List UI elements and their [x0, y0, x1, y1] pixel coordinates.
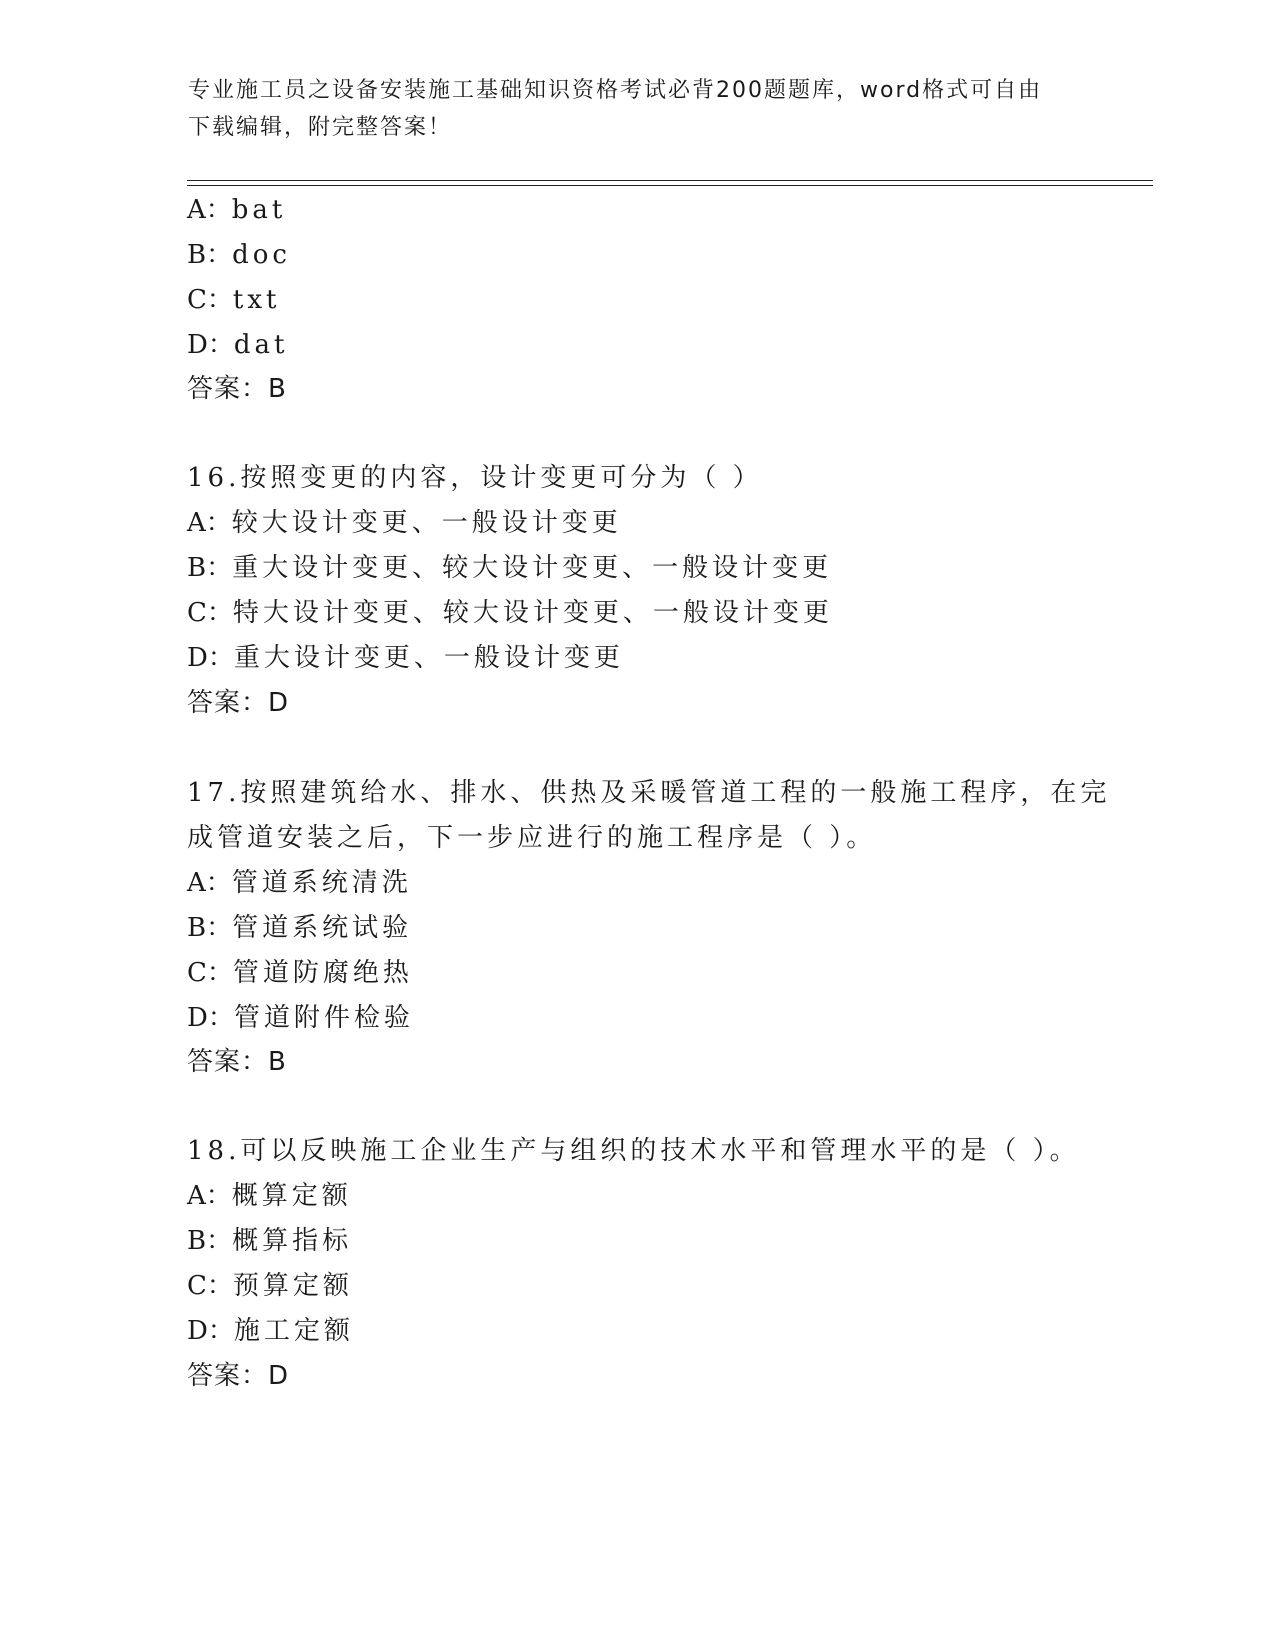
question-stem: 18.可以反映施工企业生产与组织的技术水平和管理水平的是（ ）。: [187, 1136, 1080, 1166]
option-b: B：管道系统试验: [187, 913, 413, 943]
option-c: C：txt: [187, 285, 281, 315]
header-line-2: 下载编辑，附完整答案！: [188, 115, 453, 140]
option-d: D：管道附件检验: [187, 1003, 414, 1033]
header-line-1: 专业施工员之设备安装施工基础知识资格考试必背200题题库，word格式可自由: [188, 78, 1043, 103]
option-d: D：重大设计变更、一般设计变更: [187, 643, 624, 673]
question-stem: 16.按照变更的内容，设计变更可分为（ ）: [187, 463, 763, 493]
header-divider-top: [187, 180, 1153, 181]
question-stem-continued: 成管道安装之后，下一步应进行的施工程序是（ ）。: [187, 823, 877, 853]
option-d: D：dat: [187, 330, 289, 360]
answer: 答案：D: [187, 1361, 290, 1391]
answer: 答案：B: [187, 1047, 287, 1077]
answer: 答案：B: [187, 374, 287, 404]
option-a: A：管道系统清洗: [187, 868, 412, 898]
option-b: B：doc: [187, 240, 291, 270]
option-b: B：概算指标: [187, 1226, 353, 1256]
option-a: A：较大设计变更、一般设计变更: [187, 508, 622, 538]
option-c: C：预算定额: [187, 1271, 353, 1301]
option-b: B：重大设计变更、较大设计变更、一般设计变更: [187, 553, 833, 583]
question-stem: 17.按照建筑给水、排水、供热及采暖管道工程的一般施工程序，在完: [187, 778, 1111, 808]
option-d: D：施工定额: [187, 1316, 354, 1346]
option-a: A：bat: [187, 195, 287, 225]
document-header: [188, 72, 1088, 146]
option-c: C：特大设计变更、较大设计变更、一般设计变更: [187, 598, 833, 628]
header-divider-bottom: [187, 185, 1153, 186]
answer: 答案：D: [187, 688, 290, 718]
option-c: C：管道防腐绝热: [187, 958, 413, 988]
option-a: A：概算定额: [187, 1181, 352, 1211]
